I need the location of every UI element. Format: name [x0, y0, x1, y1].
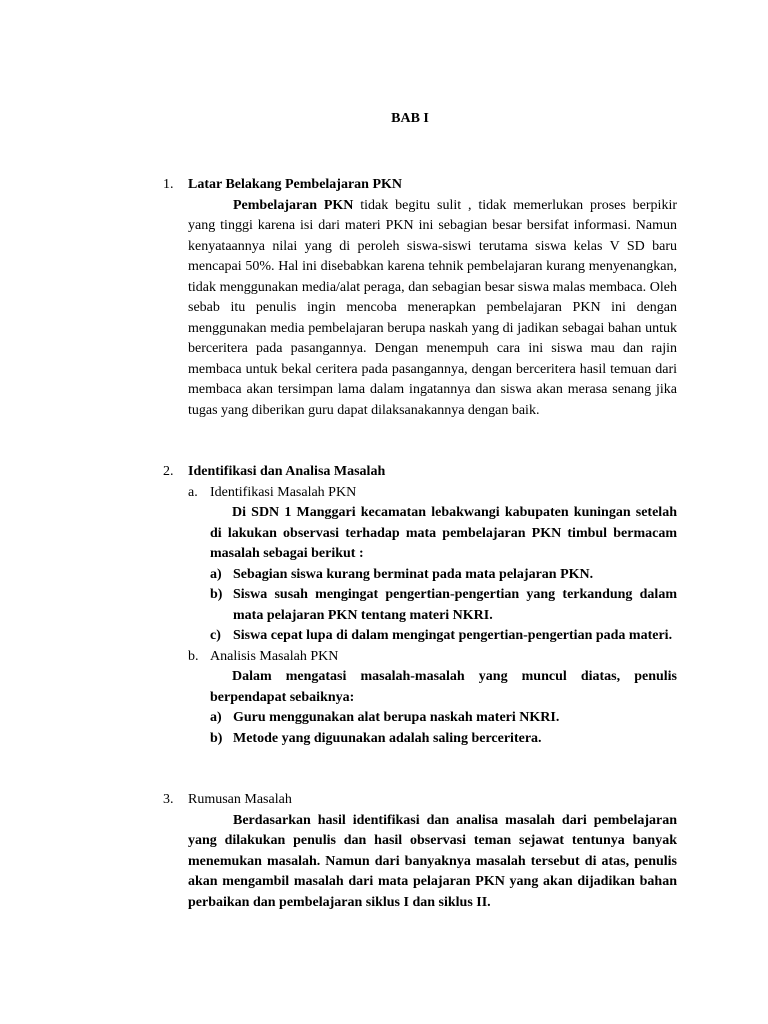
subsection-letter: b.	[188, 648, 199, 664]
section-heading	[163, 175, 677, 196]
list-item	[210, 729, 677, 750]
list-marker: b)	[210, 730, 223, 746]
list-item	[210, 565, 677, 586]
section-rumusan-masalah	[163, 790, 677, 913]
chapter-title: BAB I	[391, 111, 429, 126]
section-identifikasi	[163, 462, 677, 749]
list-item	[210, 585, 677, 626]
section-paragraph	[188, 196, 677, 422]
subsection-heading	[188, 483, 677, 504]
section-heading-text: Latar Belakang Pembelajaran PKN	[188, 177, 403, 192]
section-number: 3.	[163, 792, 174, 807]
section-latar-belakang	[163, 175, 677, 421]
section-heading	[163, 462, 677, 483]
list-item-text: Siswa cepat lupa di dalam mengingat pengertian-pengertian pada materi.	[233, 628, 673, 643]
subsection-heading-text: Analisis Masalah PKN	[210, 648, 339, 664]
list-item-text: Guru menggunakan alat berupa naskah materi NKRI.	[233, 710, 560, 725]
list-item	[210, 626, 677, 647]
list-marker: a)	[210, 566, 222, 582]
section-number: 2.	[163, 464, 174, 479]
list-marker: c)	[210, 628, 221, 643]
list-item-text: Metode yang diguunakan adalah saling berceritera.	[233, 730, 542, 746]
section-heading-text: Identifikasi dan Analisa Masalah	[188, 464, 386, 479]
subsection-heading-text: Identifikasi Masalah PKN	[210, 484, 357, 500]
subsection-paragraph: Di SDN 1 Manggari kecamatan lebakwangi kabupaten kuningan setelah di lakukan observasi terhadap mata pembelajaran PKN timbul bermacam masalah sebagai berikut :	[210, 505, 677, 561]
list-item-text: Siswa susah mengingat pengertian-pengertian yang terkandung dalam mata pelajaran PKN tentang materi NKRI.	[233, 587, 677, 623]
subsection-heading	[188, 647, 677, 668]
paragraph-body: tidak begitu sulit , tidak memerlukan proses berpikir yang tinggi karena isi dari materi PKN ini sebagian besar bersifat informasi. Namun kenyataannya nilai yang di peroleh siswa-siswi terutama siswa kelas V SD baru mencapai 50%. Hal ini disebabkan karena tehnik pembelajaran kurang menyenangkan, tidak menggunakan media/alat peraga, dan sebagian besar siswa malas membaca. Oleh sebab itu penulis ingin mencoba menerapkan pembelajaran PKN ini dengan menggunakan media pembelajaran berupa naskah yang di jadikan sebagai bahan untuk berceritera pada pasangannya. Dengan menempuh cara ini siswa mau dan rajin membaca untuk bekal ceritera pada pasangannya, dengan berceritera hasil temuan dari membaca akan tersimpan lama dalam ingatannya dan siswa akan merasa senang jika tugas yang diberikan guru dapat dilaksanakannya dengan baik.	[188, 197, 677, 418]
subsection-paragraph: Dalam mengatasi masalah-masalah yang muncul diatas, penulis berpendapat sebaiknya:	[210, 669, 677, 705]
section-number: 1.	[163, 177, 174, 192]
subsection-letter: a.	[188, 484, 198, 500]
section-paragraph: Berdasarkan hasil identifikasi dan analisa masalah dari pembelajaran yang dilakukan penulis dan hasil observasi teman sejawat tentunya banyak menemukan masalah. Namun dari banyaknya masalah tersebut di atas, penulis akan mengambil masalah dari mata pelajaran PKN yang akan dijadikan bahan perbaikan dan pembelajaran siklus I dan siklus II.	[188, 812, 677, 910]
section-heading	[163, 790, 677, 811]
section-heading-text: Rumusan Masalah	[188, 792, 292, 807]
paragraph-lead: Pembelajaran PKN	[233, 197, 354, 213]
list-item	[210, 708, 677, 729]
list-marker: a)	[210, 710, 222, 725]
list-marker: b)	[210, 587, 223, 602]
list-item-text: Sebagian siswa kurang berminat pada mata pelajaran PKN.	[233, 566, 594, 582]
